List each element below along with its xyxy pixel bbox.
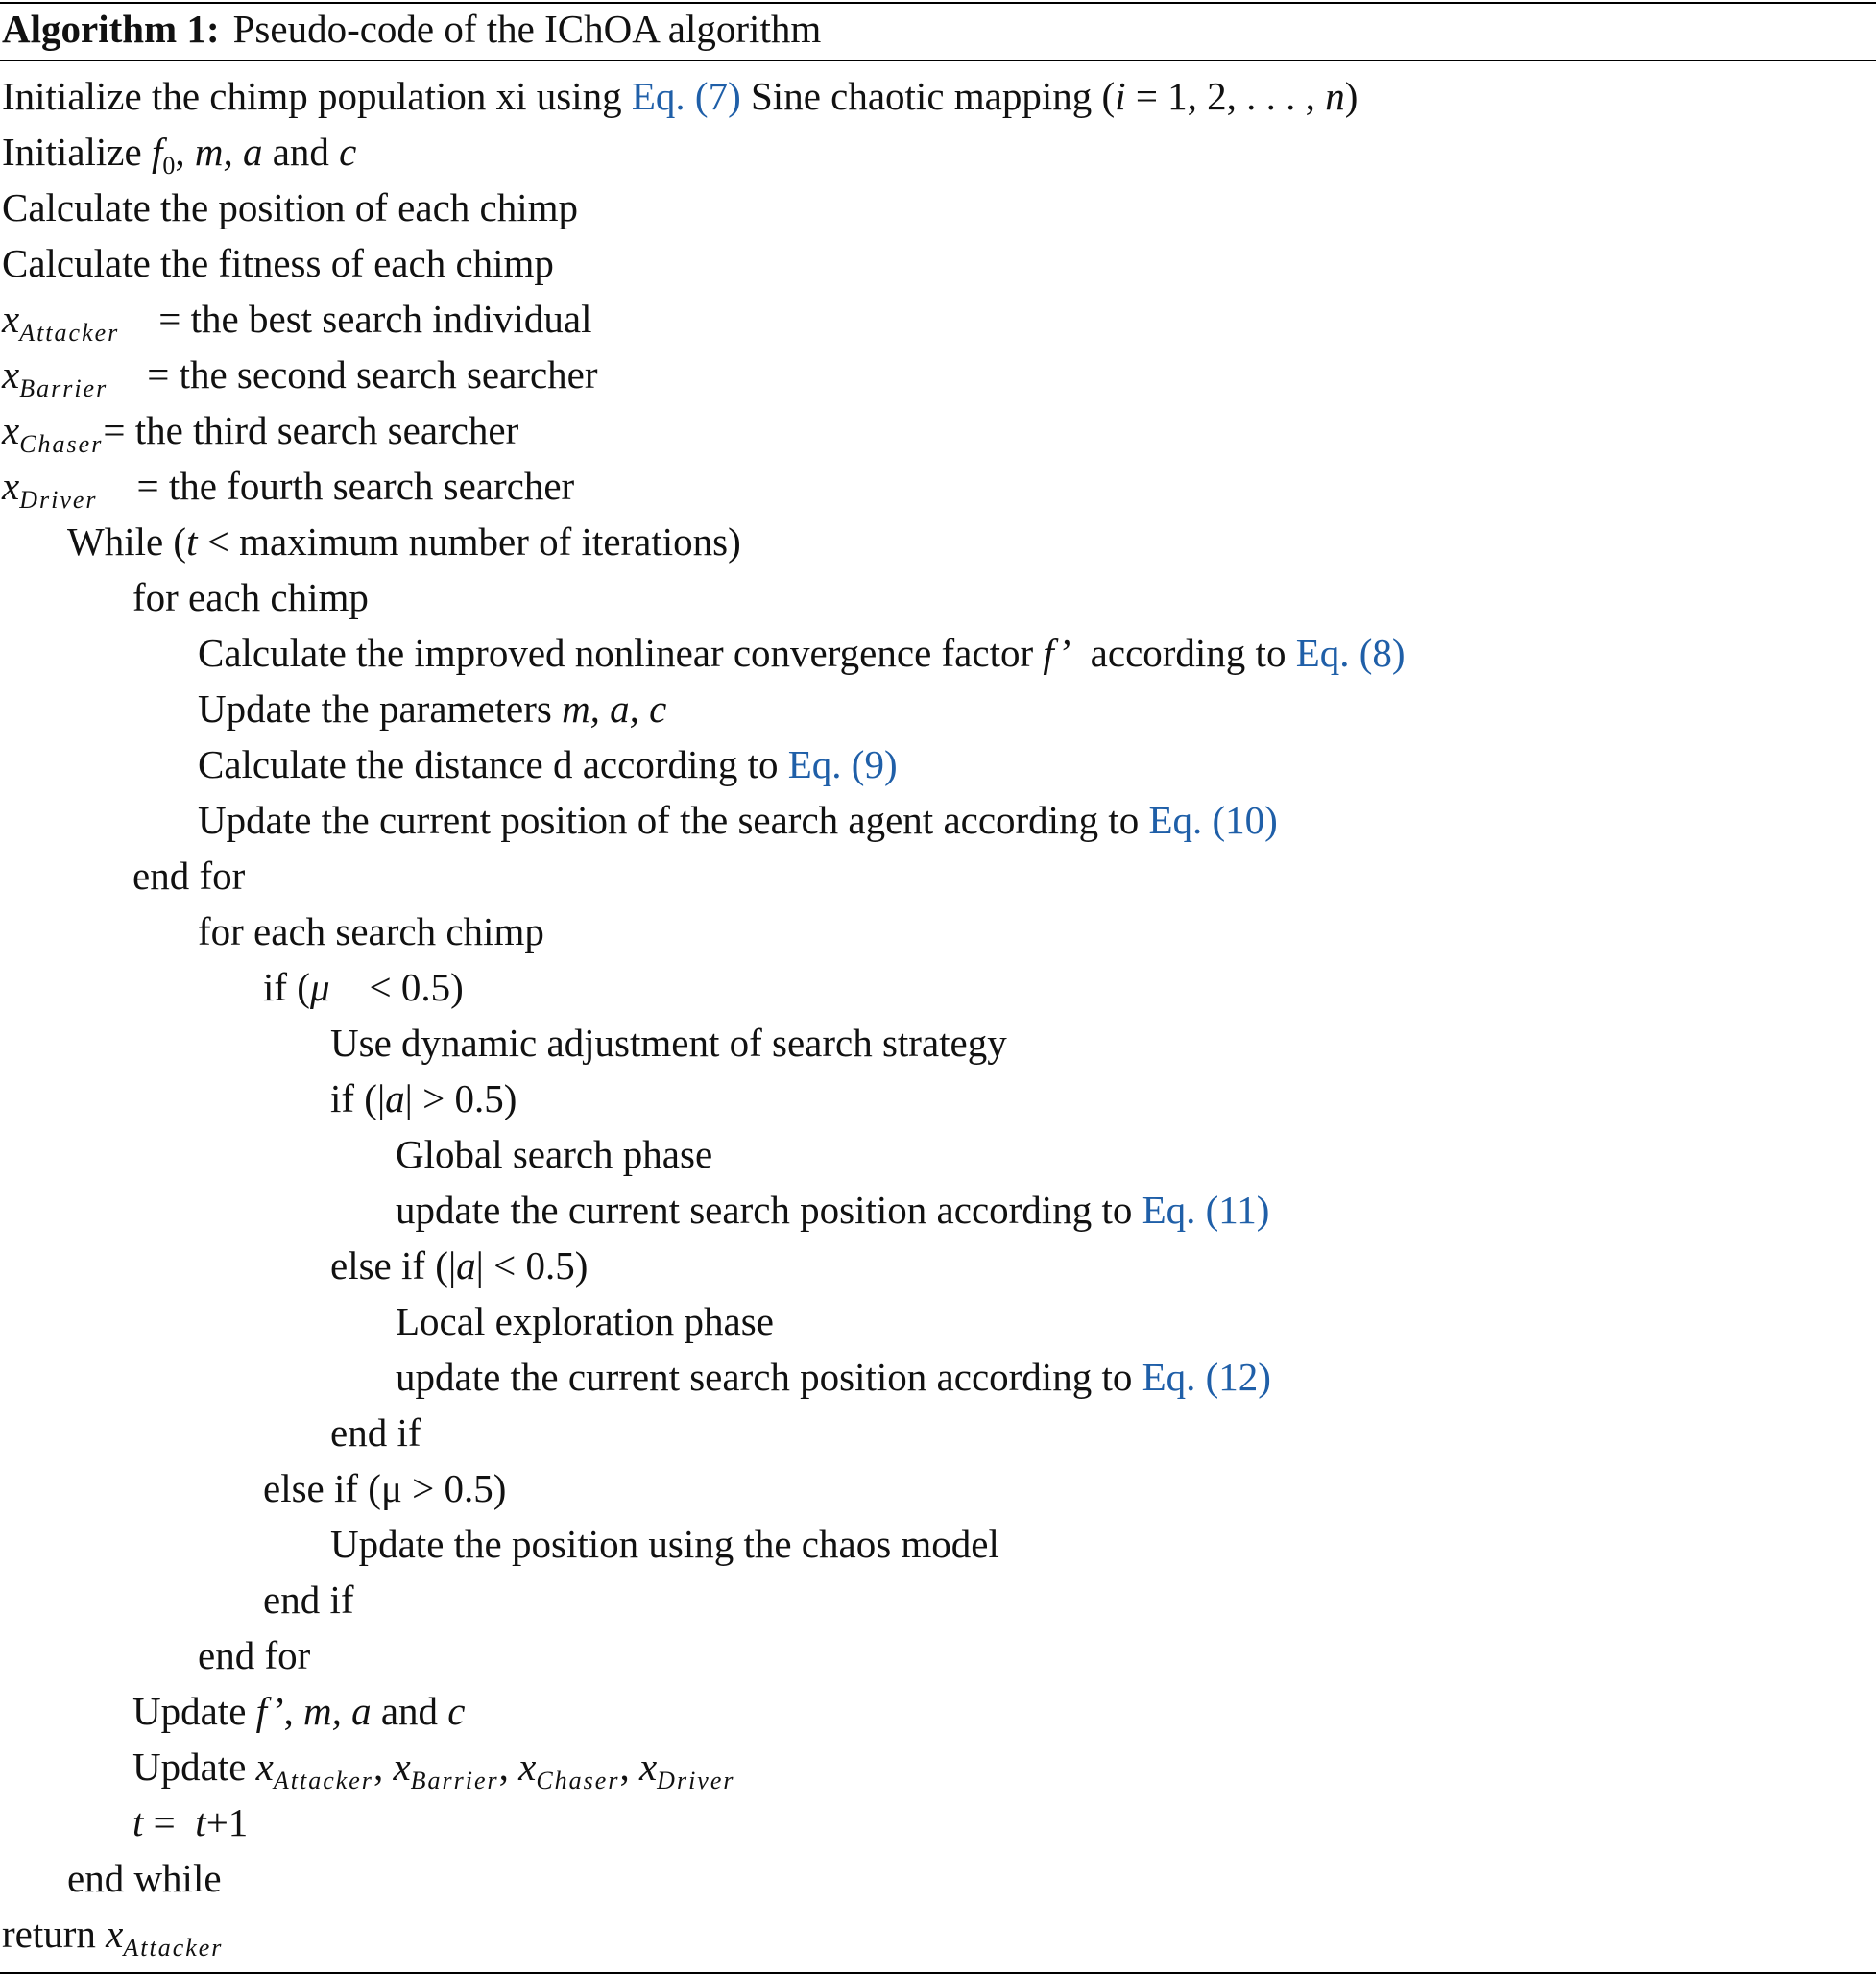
- eq-9-link[interactable]: Eq. (9): [787, 742, 898, 786]
- eq-11-link[interactable]: Eq. (11): [1142, 1188, 1270, 1232]
- line-global-search: Global search phase: [396, 1132, 713, 1176]
- line-end-if-inner: end if: [330, 1410, 421, 1455]
- line-update-eq11: update the current search position according to Eq. (11): [396, 1188, 1270, 1232]
- line-update-params: Update the parameters m, a, c: [198, 686, 667, 731]
- line-calc-distance: Calculate the distance d according to Eq. (9): [198, 742, 898, 786]
- line-dynamic-adjustment: Use dynamic adjustment of search strategy: [330, 1021, 1007, 1065]
- line-init-population: Initialize the chimp population xi using Eq. (7) Sine chaotic mapping (i = 1, 2, . . . , n): [2, 74, 1359, 118]
- line-else-if-a-less: else if (|a| < 0.5): [330, 1243, 589, 1288]
- line-attacker: $x_{Attacker}$ = the best search individual: [2, 297, 592, 347]
- eq-7-link[interactable]: Eq. (7): [631, 74, 741, 118]
- line-chaos-model: Update the position using the chaos model: [330, 1522, 999, 1566]
- line-update-f-m-a-c: Update f’, m, a and c: [132, 1689, 466, 1733]
- line-else-if-mu: else if (μ > 0.5): [263, 1466, 507, 1510]
- caption-rule: [0, 60, 1876, 61]
- bottom-rule: [0, 1972, 1876, 1974]
- line-increment-t: t = t+1: [132, 1800, 249, 1844]
- line-calc-position: Calculate the position of each chimp: [2, 185, 579, 229]
- line-convergence-factor: Calculate the improved nonlinear convergence factor f’ according to Eq. (8): [198, 631, 1406, 675]
- line-chaser: $x_{Chaser}=$ the third search searcher: [2, 408, 519, 458]
- eq-10-link[interactable]: Eq. (10): [1148, 798, 1278, 842]
- line-end-if-outer: end if: [263, 1578, 354, 1622]
- line-end-while: end while: [67, 1856, 222, 1900]
- algorithm-title: Pseudo-code of the IChOA algorithm: [232, 7, 822, 51]
- line-end-for-1: end for: [132, 854, 246, 898]
- line-update-leaders: Update $x_{Attacker}$, $x_{Barrier}$, $x_{Chaser}$, $x_{Driver}$: [132, 1745, 735, 1794]
- line-calc-fitness: Calculate the fitness of each chimp: [2, 241, 554, 285]
- line-for-each-chimp: for each chimp: [132, 575, 369, 619]
- line-return: return $x_{Attacker}$: [2, 1912, 224, 1962]
- line-update-eq12: update the current search position according to Eq. (12): [396, 1355, 1271, 1399]
- line-if-mu: if (μ < 0.5): [263, 965, 464, 1009]
- algorithm-caption: [2, 2, 821, 56]
- line-end-for-2: end for: [198, 1633, 311, 1677]
- line-while: While (t < maximum number of iterations): [67, 519, 741, 564]
- line-init-params: Initialize $f_0$, m, a and c: [2, 130, 357, 180]
- line-driver: $x_{Driver}$ = the fourth search searcher: [2, 464, 575, 514]
- eq-12-link[interactable]: Eq. (12): [1142, 1355, 1271, 1399]
- eq-8-link[interactable]: Eq. (8): [1295, 631, 1406, 675]
- line-for-each-search-chimp: for each search chimp: [198, 909, 544, 953]
- line-update-agent-position: Update the current position of the search agent according to Eq. (10): [198, 798, 1278, 842]
- line-if-a-greater: if (|a| > 0.5): [330, 1076, 517, 1120]
- algorithm-label: Algorithm 1:: [2, 7, 220, 51]
- line-local-exploration: Local exploration phase: [396, 1299, 774, 1343]
- line-barrier: $x_{Barrier}$ = the second search searcher: [2, 352, 598, 402]
